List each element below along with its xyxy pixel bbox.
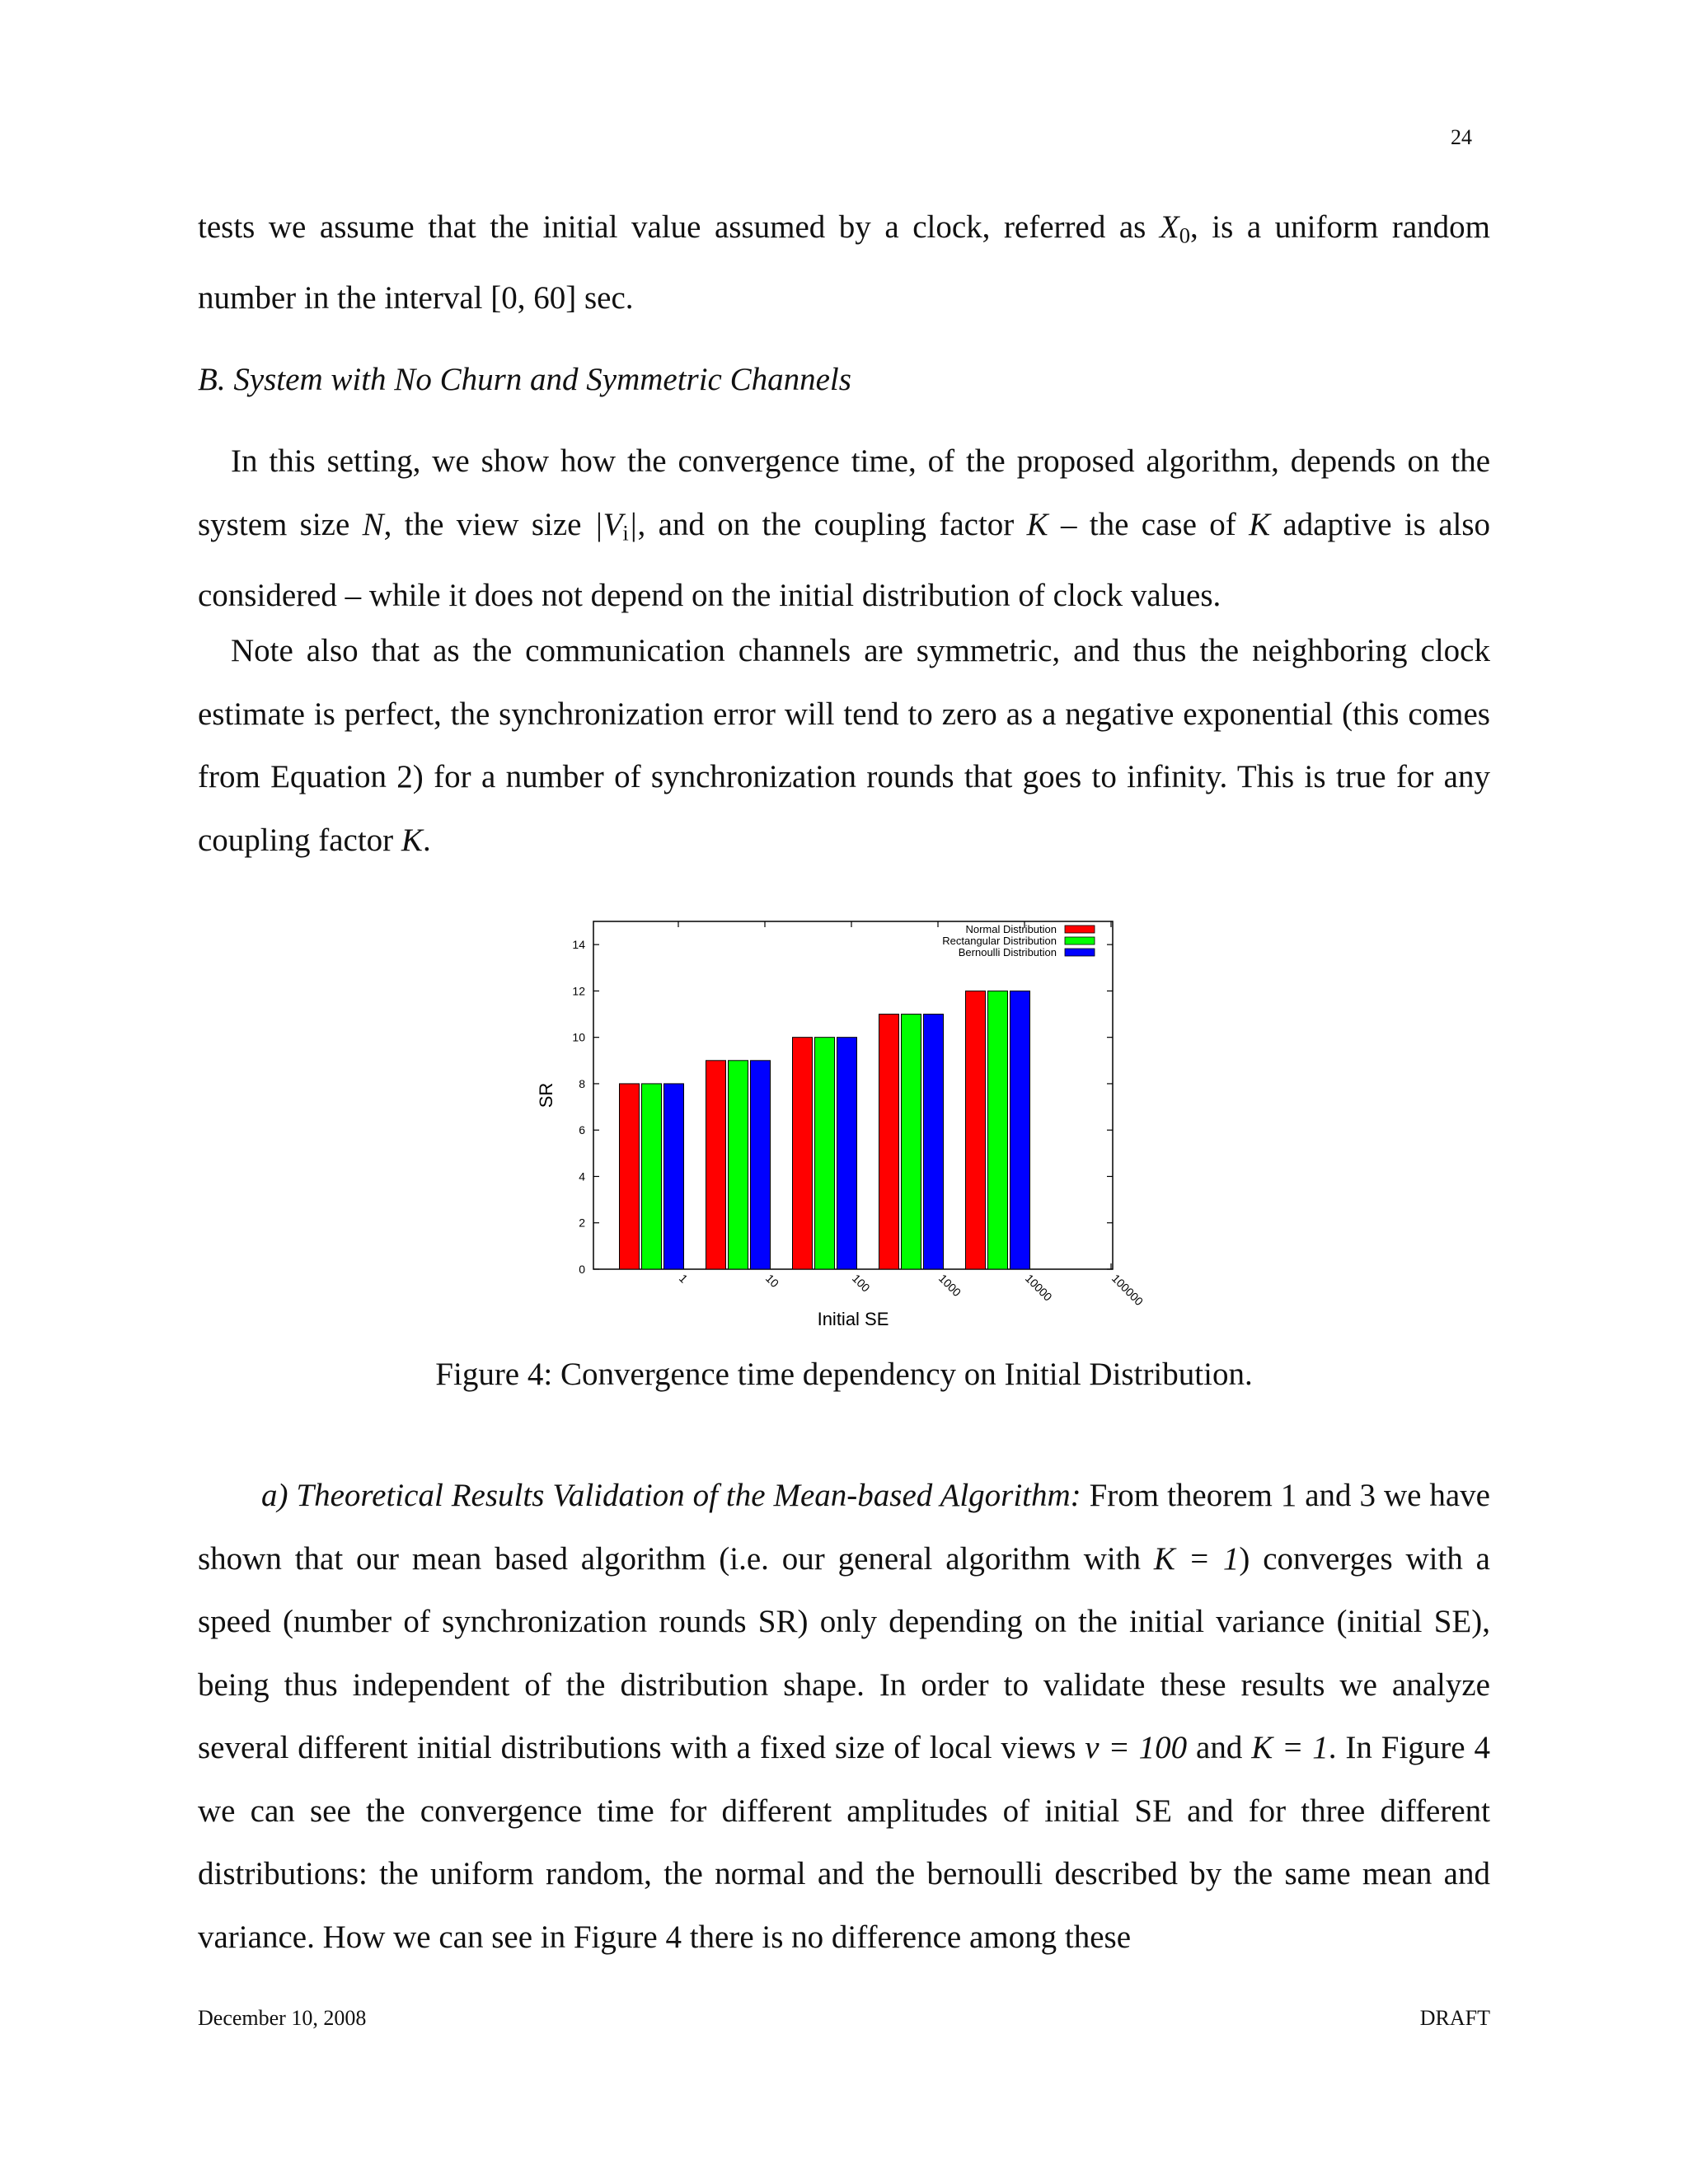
legend-label: Rectangular Distribution [942, 935, 1057, 947]
legend-swatch [1065, 949, 1095, 956]
legend-label: Bernoulli Distribution [958, 946, 1057, 958]
paragraph-heading: a) Theoretical Results Validation of the Mean-based Algorithm: [261, 1478, 1081, 1513]
bar [879, 1015, 899, 1269]
y-tick-label: 10 [572, 1030, 585, 1044]
bar [924, 1015, 944, 1269]
paragraph-4: a) Theoretical Results Validation of the Mean-based Algorithm: From theorem 1 and 3 we have shown that our mean based algorithm (i.e. our general algorithm with K = 1) converges with a speed (number of synchronization rounds SR) only depending on the initial variance (initial SE), being thus independent of the distribution shape. In order to validate these results we analyze several different initial distributions with a fixed size of local views v = 100 and K = 1. In Figure 4 we can see the convergence time for different amplitudes of initial SE and for three different distributions: the uniform random, the normal and the bernoulli described by the same mean and variance. How we can see in Figure 4 there is no difference among these [198, 1478, 1490, 1955]
bar [837, 1038, 857, 1269]
footer-status: DRAFT [1419, 2006, 1490, 2030]
paragraph-1: tests we assume that the initial value assumed by a clock, referred as $X_0$, is a uniform random number in the interval [0, 60] sec. [198, 209, 1490, 316]
x-tick-label: 100000 [1109, 1271, 1146, 1309]
y-axis-label: SR [536, 1082, 556, 1108]
figure-caption: Figure 4: Convergence time dependency on Initial Distribution. [435, 1357, 1253, 1392]
bar [988, 991, 1008, 1269]
page-number: 24 [1451, 125, 1472, 149]
x-tick-label: 100 [849, 1271, 873, 1295]
x-tick-label: 1 [676, 1271, 691, 1286]
y-tick-label: 4 [579, 1169, 585, 1183]
bar-chart [528, 907, 1154, 1335]
bar [706, 1061, 726, 1269]
y-tick-label: 8 [579, 1076, 585, 1090]
bar [815, 1038, 835, 1269]
bar [620, 1084, 640, 1269]
y-tick-label: 2 [579, 1216, 585, 1230]
y-tick-label: 6 [579, 1123, 585, 1137]
footer-date: December 10, 2008 [198, 2006, 367, 2030]
paragraph-3: Note also that as the communication channels are symmetric, and thus the neighboring clock estimate is perfect, the synchronization error will tend to zero as a negative exponential (this comes from Equation 2) for a number of synchronization rounds that goes to infinity. This is true for any coupling factor K. [198, 633, 1490, 858]
bar [902, 1015, 921, 1269]
bar [966, 991, 986, 1269]
paragraph-2: In this setting, we show how the convergence time, of the proposed algorithm, depends on the system size N, the view size $|V_i|$, and on the coupling factor K – the case of K adaptive is also considered – while it does not depend on the initial distribution of clock values. [198, 443, 1491, 613]
bar [729, 1061, 748, 1269]
x-axis-label: Initial SE [817, 1309, 889, 1329]
bar [642, 1084, 662, 1269]
bar [1010, 991, 1030, 1269]
y-tick-label: 12 [572, 984, 585, 998]
x-tick-label: 1000 [935, 1271, 964, 1300]
bar [664, 1084, 684, 1269]
legend-label: Normal Distribution [965, 923, 1057, 935]
bar [793, 1038, 813, 1269]
y-tick-label: 14 [572, 938, 585, 952]
x-tick-label: 10 [762, 1271, 782, 1291]
legend-swatch [1065, 937, 1095, 944]
legend-swatch [1065, 926, 1095, 933]
bar [751, 1061, 771, 1269]
y-tick-label: 0 [579, 1263, 585, 1276]
x-tick-label: 10000 [1022, 1271, 1055, 1304]
section-heading: B. System with No Churn and Symmetric Channels [198, 362, 851, 397]
